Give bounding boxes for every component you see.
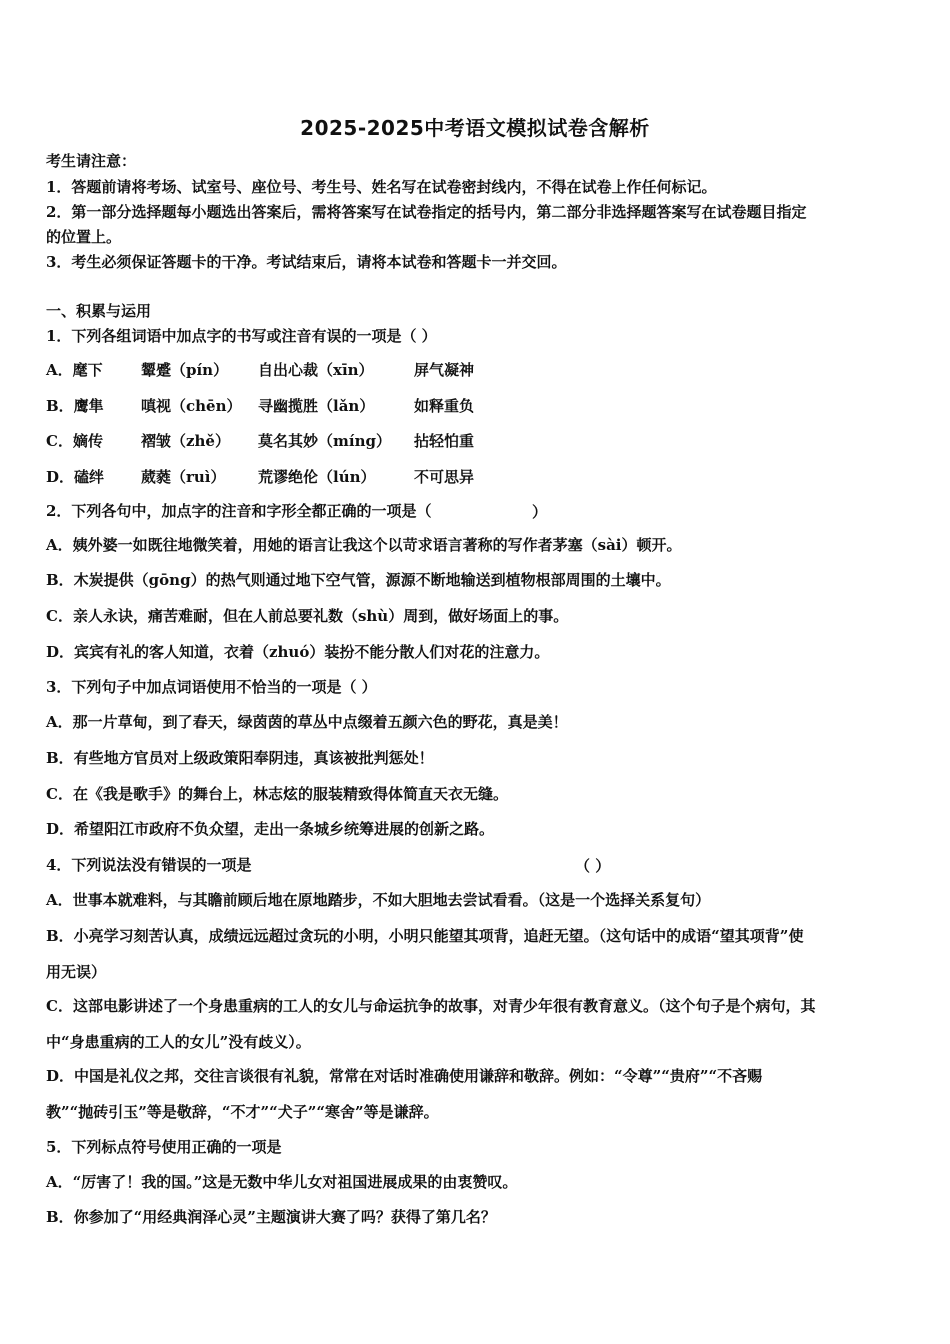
option-word: B．鹰隼 <box>46 397 104 415</box>
question-1-option-a <box>46 359 646 379</box>
option-word: 嗔视（chēn） <box>141 397 242 415</box>
option-word: 拈轻怕重 <box>414 432 475 450</box>
question-2-paren: ） <box>532 503 548 521</box>
notice-item: 3．考生必须保证答题卡的干净。考试结束后，请将本试卷和答题卡一并交回。 <box>46 253 567 271</box>
question-4-option-a: A．世事本就难料，与其瞻前顾后地在原地踏步，不如大胆地去尝试看看。（这是一个选择关系复句） <box>46 891 711 909</box>
question-4-paren: （ ） <box>575 857 611 875</box>
notice-item: 1．答题前请将考场、试室号、座位号、考生号、姓名写在试卷密封线内，不得在试卷上作任何标记。 <box>46 178 717 196</box>
question-2-option-d: D．宾宾有礼的客人知道，衣着（zhuó）装扮不能分散人们对花的注意力。 <box>46 643 550 661</box>
page-title: 2025-2025中考语文模拟试卷含解析 <box>300 116 650 140</box>
question-4-option-d-cont: 教”“抛砖引玉”等是敬辞，“不才”“犬子”“寒舍”等是谦辞。 <box>46 1103 439 1121</box>
option-word: 褶皱（zhě） <box>141 432 230 450</box>
question-4-option-c-cont: 中“身患重病的工人的女儿”没有歧义）。 <box>46 1033 311 1051</box>
question-5-stem: 5．下列标点符号使用正确的一项是 <box>46 1138 282 1156</box>
question-1-option-c <box>46 430 646 450</box>
option-word: 寻幽揽胜（lǎn） <box>258 397 375 415</box>
question-2-option-c: C．亲人永诀，痛苦难耐，但在人前总要礼数（shù）周到，做好场面上的事。 <box>46 607 569 625</box>
option-word: 如释重负 <box>414 397 475 415</box>
notice-heading: 考生请注意： <box>46 152 137 170</box>
question-2-option-b: B．木炭提供（gōng）的热气则通过地下空气管，源源不断地输送到植物根部周围的土壤中。 <box>46 571 671 589</box>
option-word: 葳蕤（ruì） <box>141 468 226 486</box>
option-word: 莫名其妙（míng） <box>258 432 391 450</box>
notice-item: 2．第一部分选择题每小题选出答案后，需将答案写在试卷指定的括号内，第二部分非选择题答案写在试卷题目指定 <box>46 203 807 221</box>
question-2-stem: 2．下列各句中，加点字的注音和字形全都正确的一项是（ <box>46 502 432 520</box>
option-word: 荒谬绝伦（lún） <box>258 468 376 486</box>
option-word: A．麾下 <box>46 361 103 379</box>
question-5-option-b: B．你参加了“用经典润泽心灵”主题演讲大赛了吗？获得了第几名？ <box>46 1208 496 1226</box>
option-word: C．嫡传 <box>46 432 103 450</box>
question-4-option-b: B．小亮学习刻苦认真，成绩远远超过贪玩的小明，小明只能望其项背，追赶无望。（这句话中的成语“望其项背”使 <box>46 927 804 945</box>
question-3-option-c: C．在《我是歌手》的舞台上，林志炫的服装精致得体简直天衣无缝。 <box>46 785 508 803</box>
option-word: 自出心裁（xīn） <box>258 361 374 379</box>
question-5-option-a: A．“厉害了！我的国。”这是无数中华儿女对祖国进展成果的由衷赞叹。 <box>46 1173 518 1191</box>
question-3-option-a: A．那一片草甸，到了春天，绿茵茵的草丛中点缀着五颜六色的野花，真是美！ <box>46 713 568 731</box>
question-1-option-d <box>46 466 646 486</box>
question-4-option-c: C．这部电影讲述了一个身患重病的工人的女儿与命运抗争的故事，对青少年很有教育意义。（这个句子是个病句，其 <box>46 997 816 1015</box>
question-4-option-d: D．中国是礼仪之邦，交往言谈很有礼貌，常常在对话时准确使用谦辞和敬辞。例如：“令尊”“贵府”“不吝赐 <box>46 1067 763 1085</box>
question-3-option-b: B．有些地方官员对上级政策阳奉阴违，真该被批判惩处！ <box>46 749 434 767</box>
notice-item: 的位置上。 <box>46 228 122 246</box>
option-word: 不可思异 <box>414 468 475 486</box>
option-word: 屏气凝神 <box>414 361 475 379</box>
question-1-option-b <box>46 395 646 415</box>
question-1-stem: 1．下列各组词语中加点字的书写或注音有误的一项是（ ） <box>46 327 437 345</box>
option-word: D．磕绊 <box>46 468 105 486</box>
section-heading: 一、积累与运用 <box>46 302 152 320</box>
option-word: 颦蹙（pín） <box>141 361 229 379</box>
question-2-option-a: A．姨外婆一如既往地微笑着，用她的语言让我这个以苛求语言著称的写作者茅塞（sài）顿开。 <box>46 536 682 554</box>
question-3-stem: 3．下列句子中加点词语使用不恰当的一项是（ ） <box>46 678 377 696</box>
question-3-option-d: D．希望阳江市政府不负众望，走出一条城乡统筹进展的创新之路。 <box>46 820 495 838</box>
question-4-option-b-cont: 用无误） <box>46 963 107 981</box>
question-4-stem: 4．下列说法没有错误的一项是 <box>46 856 252 874</box>
